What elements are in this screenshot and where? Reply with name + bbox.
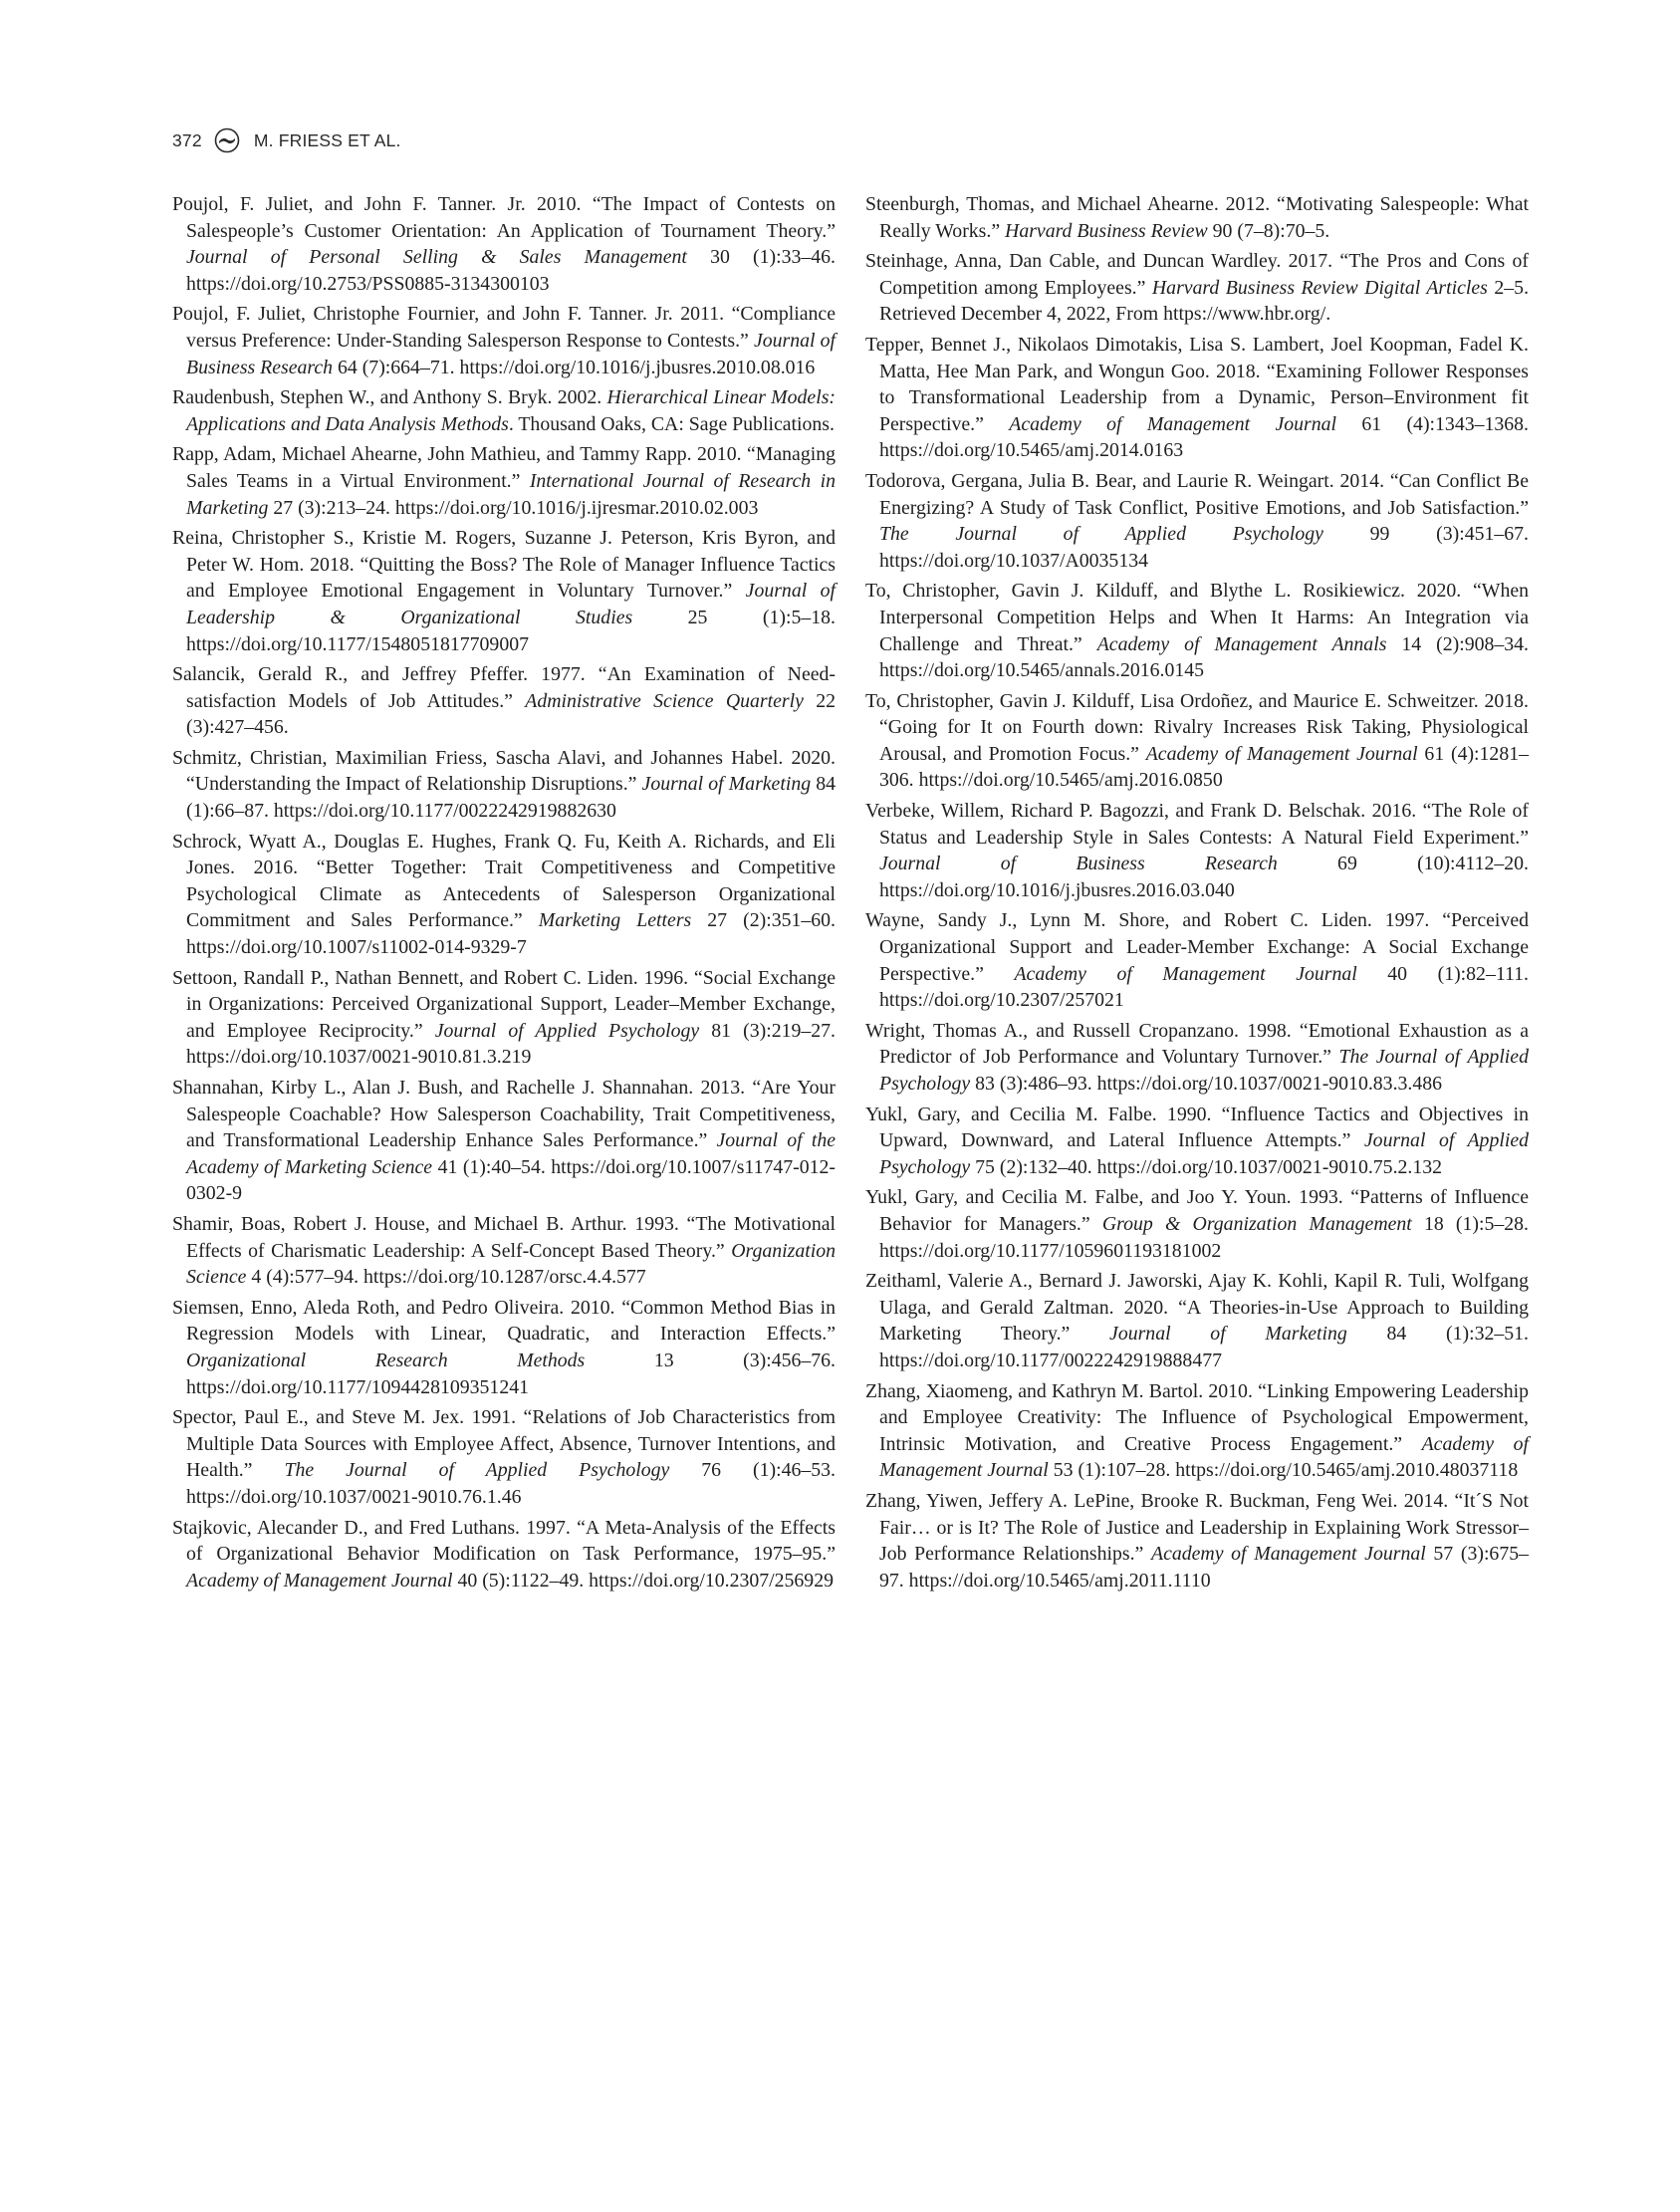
reference-entry: [172, 525, 836, 657]
reference-text: Poujol, F. Juliet, and John F. Tanner. Jr. 2010. “The Impact of Contests on Salespeople’s Customer Orientation: An Application of Tournament Theory.”: [172, 193, 836, 242]
reference-entry: [172, 301, 836, 380]
reference-journal: Journal of Applied Psychology: [434, 1019, 700, 1042]
reference-details: 4 (4):577–94. https://doi.org/10.1287/orsc.4.4.577: [246, 1266, 646, 1289]
reference-text: Steenburgh, Thomas, and Michael Ahearne. 2012. “Motivating Salespeople: What Really Works.”: [865, 193, 1529, 242]
reference-text: To, Christopher, Gavin J. Kilduff, and Blythe L. Rosikiewicz. 2020. “When Interpersonal Competition Helps and When It Harms: An Integration via Challenge and Threat.”: [865, 580, 1529, 655]
reference-journal: Journal of Personal Selling & Sales Management: [186, 246, 687, 269]
reference-entry: [865, 1378, 1529, 1484]
reference-entry: [172, 661, 836, 741]
reference-details: 90 (7–8):70–5.: [1207, 219, 1330, 242]
reference-text: Schrock, Wyatt A., Douglas E. Hughes, Frank Q. Fu, Keith A. Richards, and Eli Jones. 2016. “Better Together: Trait Competitiveness and Competitive Psychological Climate as Antecedents of Salesperson Organizational Commitment and Sales Performance.”: [172, 830, 836, 932]
references-left-column: [172, 191, 836, 1598]
reference-text: Todorova, Gergana, Julia B. Bear, and Laurie R. Weingart. 2014. “Can Conflict Be Energizing? A Study of Task Conflict, Positive Emotions, and Job Satisfaction.”: [865, 469, 1529, 519]
reference-details: 84 (1):32–51. https://doi.org/10.1177/0022242919888477: [879, 1323, 1529, 1371]
reference-journal: Journal of Business Research: [879, 853, 1278, 875]
reference-entry: [865, 248, 1529, 328]
reference-details: 84 (1):66–87. https://doi.org/10.1177/0022242919882630: [186, 773, 837, 823]
reference-text: Verbeke, Willem, Richard P. Bagozzi, and Frank D. Belschak. 2016. “The Role of Status and Leadership Style in Sales Contests: A Natural Field Experiment.”: [865, 800, 1529, 849]
running-head-authors: M. FRIESS ET AL.: [253, 129, 401, 150]
reference-text: Tepper, Bennet J., Nikolaos Dimotakis, Lisa S. Lambert, Joel Koopman, Fadel K. Matta, Hee Man Park, and Wongun Goo. 2018. “Examining Follower Responses to Transformational Leadership from a Dynamic, Person–Environment fit Perspective.”: [865, 333, 1529, 435]
reference-entry: [865, 1268, 1529, 1373]
reference-journal: Organization Science: [186, 1239, 836, 1289]
reference-journal: Journal of Applied Psychology: [879, 1129, 1529, 1178]
reference-entry: [172, 1515, 836, 1595]
reference-journal: Harvard Business Review Digital Articles: [1151, 276, 1488, 299]
reference-text: Steinhage, Anna, Dan Cable, and Duncan Wardley. 2017. “The Pros and Cons of Competition among Employees.”: [865, 250, 1529, 299]
reference-details: 18 (1):5–28. https://doi.org/10.1177/1059601193181002: [879, 1212, 1529, 1262]
reference-entry: [865, 468, 1529, 574]
reference-text: Zeithaml, Valerie A., Bernard J. Jaworski, Ajay K. Kohli, Kapil R. Tuli, Wolfgang Ulaga, and Gerald Zaltman. 2020. “A Theories-in-Use Approach to Building Marketing Theory.”: [865, 1270, 1529, 1346]
reference-entry: [865, 578, 1529, 683]
reference-entry: [865, 798, 1529, 903]
reference-text: Schmitz, Christian, Maximilian Friess, Sascha Alavi, and Johannes Habel. 2020. “Understanding the Impact of Relationship Disruptions.”: [172, 746, 836, 796]
reference-journal: Group & Organization Management: [1101, 1212, 1412, 1235]
reference-text: Reina, Christopher S., Kristie M. Rogers, Suzanne J. Peterson, Kris Byron, and Peter W. Hom. 2018. “Quitting the Boss? The Role of Manager Influence Tactics and Employee Emotional Engagement in Voluntary Turnover.”: [172, 527, 836, 603]
reference-journal: Academy of Management Journal: [879, 1432, 1530, 1482]
reference-journal: Harvard Business Review: [1005, 219, 1208, 242]
reference-text: Spector, Paul E., and Steve M. Jex. 1991. “Relations of Job Characteristics from Multiple Data Sources with Employee Affect, Absence, Turnover Intentions, and Health.”: [172, 1406, 836, 1482]
reference-entry: [172, 965, 836, 1071]
reference-entry: [865, 332, 1529, 464]
reference-entry: [172, 829, 836, 961]
reference-details: 40 (1):82–111. https://doi.org/10.2307/257021: [879, 962, 1529, 1012]
publisher-logo-icon: [214, 127, 240, 153]
reference-details: 99 (3):451–67. https://doi.org/10.1037/A0035134: [879, 523, 1529, 572]
reference-text: To, Christopher, Gavin J. Kilduff, Lisa Ordoñez, and Maurice E. Schweitzer. 2018. “Going for It on Fourth down: Rivalry Increases Risk Taking, Physiological Arousal, and Promotion Focus.”: [865, 689, 1529, 765]
reference-details: 30 (1):33–46. https://doi.org/10.2753/PSS0885-3134300103: [186, 246, 837, 295]
reference-text: Raudenbush, Stephen W., and Anthony S. Bryk. 2002.: [172, 386, 607, 409]
reference-journal: The Journal of Applied Psychology: [879, 523, 1323, 546]
reference-journal: Academy of Management Journal: [1151, 1543, 1426, 1566]
reference-journal: Hierarchical Linear Models: Applications and Data Analysis Methods: [186, 386, 836, 435]
reference-entry: [865, 907, 1529, 1013]
reference-entry: [865, 688, 1529, 794]
reference-entry: [172, 441, 836, 521]
reference-text: Zhang, Xiaomeng, and Kathryn M. Bartol. 2010. “Linking Empowering Leadership and Employee Creativity: The Influence of Psychological Empowerment, Intrinsic Motivation, and Creative Process Engagement.”: [865, 1379, 1529, 1455]
reference-details: 13 (3):456–76. https://doi.org/10.1177/1094428109351241: [186, 1349, 836, 1398]
reference-journal: Journal of Leadership & Organizational Studies: [186, 580, 836, 628]
running-header: [172, 127, 401, 153]
reference-entry: [172, 191, 836, 297]
page-number: 372: [172, 129, 202, 150]
reference-journal: The Journal of Applied Psychology: [284, 1459, 670, 1482]
reference-details: 2–5. Retrieved December 4, 2022, From https://www.hbr.org/.: [879, 276, 1530, 326]
reference-text: Poujol, F. Juliet, Christophe Fournier, and John F. Tanner. Jr. 2011. “Compliance versus Preference: Under-Standing Salesperson Response to Contests.”: [172, 303, 836, 352]
reference-entry: [865, 1018, 1529, 1098]
reference-details: 25 (1):5–18. https://doi.org/10.1177/1548051817709007: [186, 606, 836, 655]
reference-details: 27 (3):213–24. https://doi.org/10.1016/j.ijresmar.2010.02.003: [268, 496, 759, 519]
reference-text: Siemsen, Enno, Aleda Roth, and Pedro Oliveira. 2010. “Common Method Bias in Regression Models with Linear, Quadratic, and Interaction Effects.”: [172, 1296, 836, 1346]
reference-details: 41 (1):40–54. https://doi.org/10.1007/s11747-012-0302-9: [186, 1155, 836, 1205]
reference-details: 61 (4):1281–306. https://doi.org/10.5465/amj.2016.0850: [879, 742, 1529, 792]
references-right-column: [865, 191, 1529, 1598]
reference-entry: [865, 1102, 1529, 1181]
reference-journal: Academy of Management Journal: [1014, 962, 1357, 985]
reference-entry: [865, 1184, 1529, 1264]
reference-details: 64 (7):664–71. https://doi.org/10.1016/j.jbusres.2010.08.016: [333, 356, 816, 378]
reference-details: 57 (3):675–97. https://doi.org/10.5465/amj.2011.1110: [879, 1543, 1529, 1592]
reference-entry: [172, 1075, 836, 1207]
reference-journal: Academy of Management Journal: [186, 1569, 453, 1592]
reference-journal: Journal of Marketing: [641, 773, 812, 796]
reference-journal: The Journal of Applied Psychology: [879, 1046, 1529, 1095]
reference-details: 40 (5):1122–49. https://doi.org/10.2307/256929: [452, 1569, 834, 1592]
reference-details: 14 (2):908–34. https://doi.org/10.5465/annals.2016.0145: [879, 632, 1529, 682]
reference-details: . Thousand Oaks, CA: Sage Publications.: [508, 412, 835, 435]
reference-journal: Marketing Letters: [538, 909, 692, 932]
reference-journal: Academy of Management Annals: [1096, 632, 1387, 655]
reference-journal: Journal of the Academy of Marketing Science: [186, 1129, 836, 1178]
reference-entry: [865, 191, 1529, 244]
reference-text: Stajkovic, Alecander D., and Fred Luthans. 1997. “A Meta-Analysis of the Effects of Organizational Behavior Modification on Task Performance, 1975–95.”: [172, 1516, 836, 1566]
reference-entry: [172, 745, 836, 825]
reference-journal: Academy of Management Journal: [1145, 742, 1418, 765]
reference-journal: Organizational Research Methods: [186, 1349, 586, 1371]
reference-text: Yukl, Gary, and Cecilia M. Falbe. 1990. “Influence Tactics and Objectives in Upward, Downward, and Lateral Influence Attempts.”: [865, 1103, 1529, 1152]
reference-journal: Administrative Science Quarterly: [525, 689, 804, 712]
reference-text: Salancik, Gerald R., and Jeffrey Pfeffer. 1977. “An Examination of Need-satisfaction Models of Job Attitudes.”: [172, 663, 836, 712]
reference-journal: Academy of Management Journal: [1009, 412, 1336, 435]
reference-journal: Journal of Marketing: [1109, 1323, 1347, 1346]
reference-text: Wayne, Sandy J., Lynn M. Shore, and Robert C. Liden. 1997. “Perceived Organizational Support and Leader-Member Exchange: A Social Exchange Perspective.”: [865, 909, 1529, 985]
reference-text: Rapp, Adam, Michael Ahearne, John Mathieu, and Tammy Rapp. 2010. “Managing Sales Teams in a Virtual Environment.”: [172, 443, 836, 492]
reference-details: 53 (1):107–28. https://doi.org/10.5465/amj.2010.48037118: [1048, 1459, 1519, 1482]
reference-details: 27 (2):351–60. https://doi.org/10.1007/s11002-014-9329-7: [186, 909, 836, 959]
reference-text: Settoon, Randall P., Nathan Bennett, and Robert C. Liden. 1996. “Social Exchange in Organizations: Perceived Organizational Support, Leader–Member Exchange, and Employee Reciprocity.”: [172, 966, 836, 1042]
reference-entry: [865, 1488, 1529, 1594]
reference-details: 61 (4):1343–1368. https://doi.org/10.5465/amj.2014.0163: [879, 412, 1529, 462]
reference-journal: Journal of Business Research: [186, 329, 836, 378]
reference-details: 76 (1):46–53. https://doi.org/10.1037/0021-9010.76.1.46: [186, 1459, 836, 1508]
reference-details: 81 (3):219–27. https://doi.org/10.1037/0021-9010.81.3.219: [186, 1019, 836, 1069]
reference-entry: [172, 1211, 836, 1291]
reference-entry: [172, 1295, 836, 1400]
reference-text: Shamir, Boas, Robert J. House, and Michael B. Arthur. 1993. “The Motivational Effects of Charismatic Leadership: A Self-Concept Based Theory.”: [172, 1212, 836, 1262]
reference-details: 69 (10):4112–20. https://doi.org/10.1016/j.jbusres.2016.03.040: [879, 853, 1529, 901]
reference-details: 22 (3):427–456.: [186, 689, 836, 739]
reference-text: Zhang, Yiwen, Jeffery A. LePine, Brooke R. Buckman, Feng Wei. 2014. “It´S Not Fair… or is It? The Role of Justice and Leadership in Explaining Work Stressor–Job Performance Relationships.”: [865, 1489, 1529, 1566]
reference-details: 75 (2):132–40. https://doi.org/10.1037/0021-9010.75.2.132: [970, 1155, 1443, 1178]
reference-entry: [172, 384, 836, 437]
reference-text: Yukl, Gary, and Cecilia M. Falbe, and Joo Y. Youn. 1993. “Patterns of Influence Behavior for Managers.”: [865, 1186, 1529, 1235]
reference-entry: [172, 1404, 836, 1510]
reference-journal: International Journal of Research in Marketing: [186, 469, 836, 519]
reference-text: Wright, Thomas A., and Russell Cropanzano. 1998. “Emotional Exhaustion as a Predictor of Job Performance and Voluntary Turnover.”: [865, 1019, 1529, 1069]
reference-text: Shannahan, Kirby L., Alan J. Bush, and Rachelle J. Shannahan. 2013. “Are Your Salespeople Coachable? How Salesperson Coachability, Trait Competitiveness, and Transformational Leadership Enhance Sales Performance.”: [172, 1077, 836, 1152]
reference-details: 83 (3):486–93. https://doi.org/10.1037/0021-9010.83.3.486: [970, 1073, 1443, 1095]
